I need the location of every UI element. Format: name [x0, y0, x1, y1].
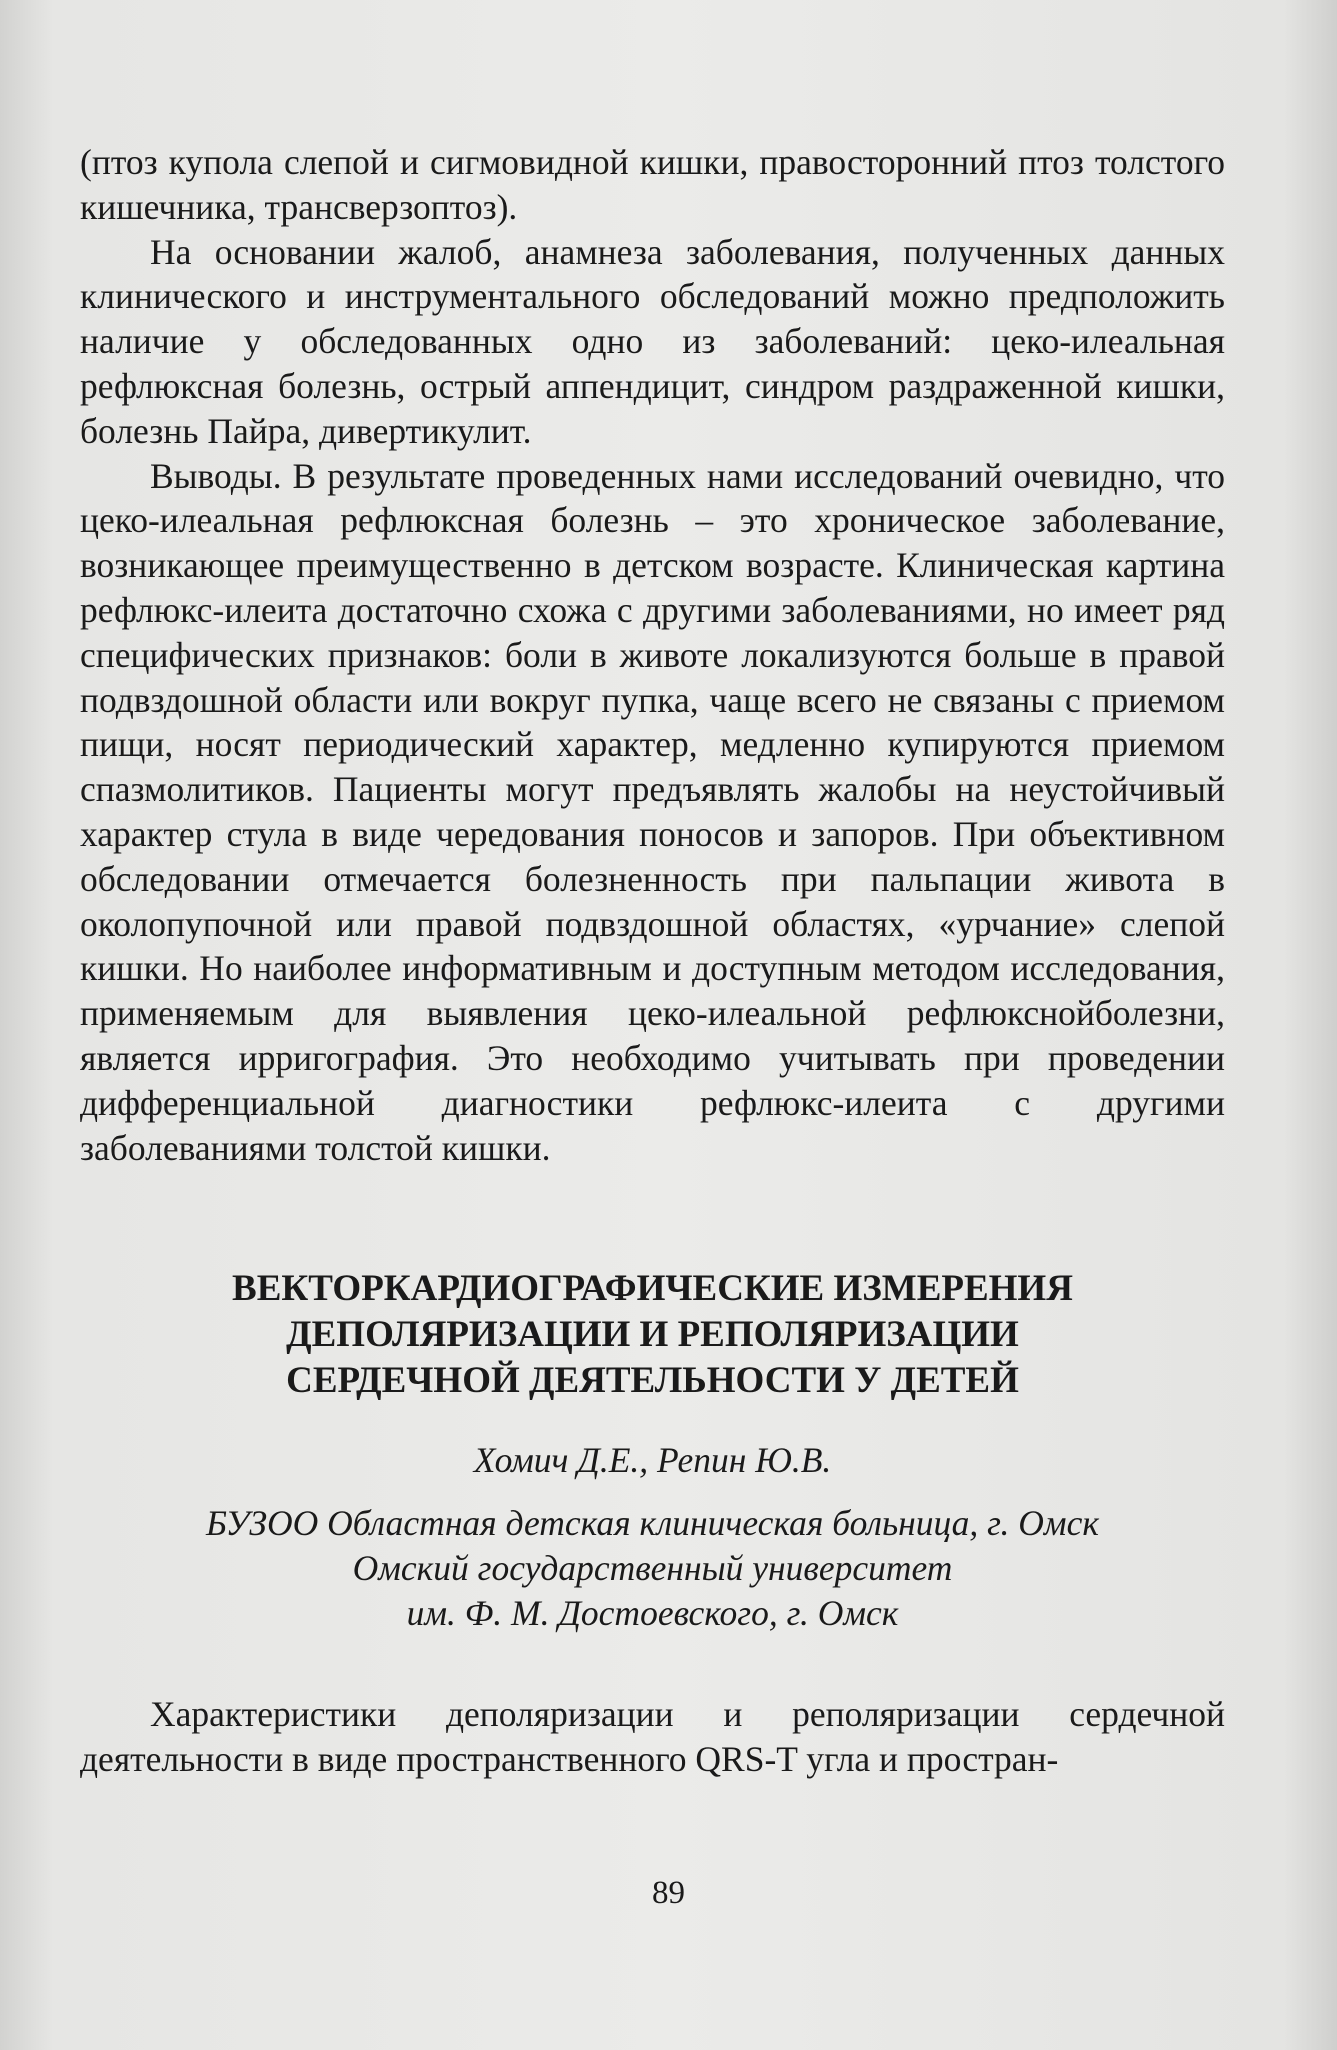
affiliation-line: Омский государственный университет [352, 1548, 953, 1589]
affiliation-gap [80, 1636, 1225, 1692]
authors-gap [80, 1483, 1225, 1501]
paragraph-conclusions: Выводы. В результате проведенных нами исследований очевидно, что цеко-илеальная рефлюксная болезнь – это хроническое заболевание, возникающее преимущественно в детском возрасте. Клиническая картина рефлюкс-илеита достаточно схожа с другими заболеваниями, но имеет ряд специфических признаков: боли в животе локализуются больше в правой подвздошной области или вокруг пупка, чаще всего не связаны с приемом пищи, носят периодический характер, медленно купируются приемом спазмолитиков. Пациенты могут предъявлять жалобы на неустойчивый характер стула в виде чередования поносов и запоров. При объективном обследовании отмечается болезненность при пальпации живота в околопупочной или правой подвздошной областях, «урчание» слепой кишки. Но наиболее информативным и доступным методом исследования, применяемым для выявления цеко-илеальной рефлюкснойболезни, является ирригография. Это необходимо учитывать при проведении дифференциальной диагностики рефлюкс-илеита с другими заболеваниями толстой кишки. [80, 455, 1225, 1168]
article-title [80, 1266, 1225, 1404]
paragraph-diagnosis: На основании жалоб, анамнеза заболевания, полученных данных клинического и инструментального обследований можно предположить наличие у обследованных одно из заболеваний: цеко-илеальная рефлюксная болезнь, острый аппендицит, синдром раздраженной кишки, болезнь Пайра, дивертикулит. [80, 231, 1225, 451]
article-title-line: СЕРДЕЧНОЙ ДЕЯТЕЛЬНОСТИ У ДЕТЕЙ [286, 1360, 1019, 1402]
article-authors: Хомич Д.Е., Репин Ю.В. [473, 1440, 832, 1481]
title-gap [80, 1404, 1225, 1438]
article-title-line: ДЕПОЛЯРИЗАЦИИ И РЕПОЛЯРИЗАЦИИ [286, 1314, 1019, 1356]
page-content [80, 140, 1225, 1782]
paragraph-ptosis: (птоз купола слепой и сигмовидной кишки, правосторонний птоз толстого кишечника, трансверзоптоз). [80, 142, 1225, 227]
article-intro-paragraph: Характеристики деполяризации и реполяризации сердечной деятельности в виде пространственного QRS-T угла и простран- [80, 1694, 1225, 1780]
section-gap [80, 1170, 1225, 1266]
article-title-line: ВЕКТОРКАРДИОГРАФИЧЕСКИЕ ИЗМЕРЕНИЯ [232, 1268, 1073, 1310]
affiliation-line: им. Ф. М. Достоевского, г. Омск [406, 1593, 899, 1634]
page-number: 89 [652, 1875, 685, 1911]
affiliation-line: БУЗОО Областная детская клиническая больница, г. Омск [206, 1503, 1099, 1544]
